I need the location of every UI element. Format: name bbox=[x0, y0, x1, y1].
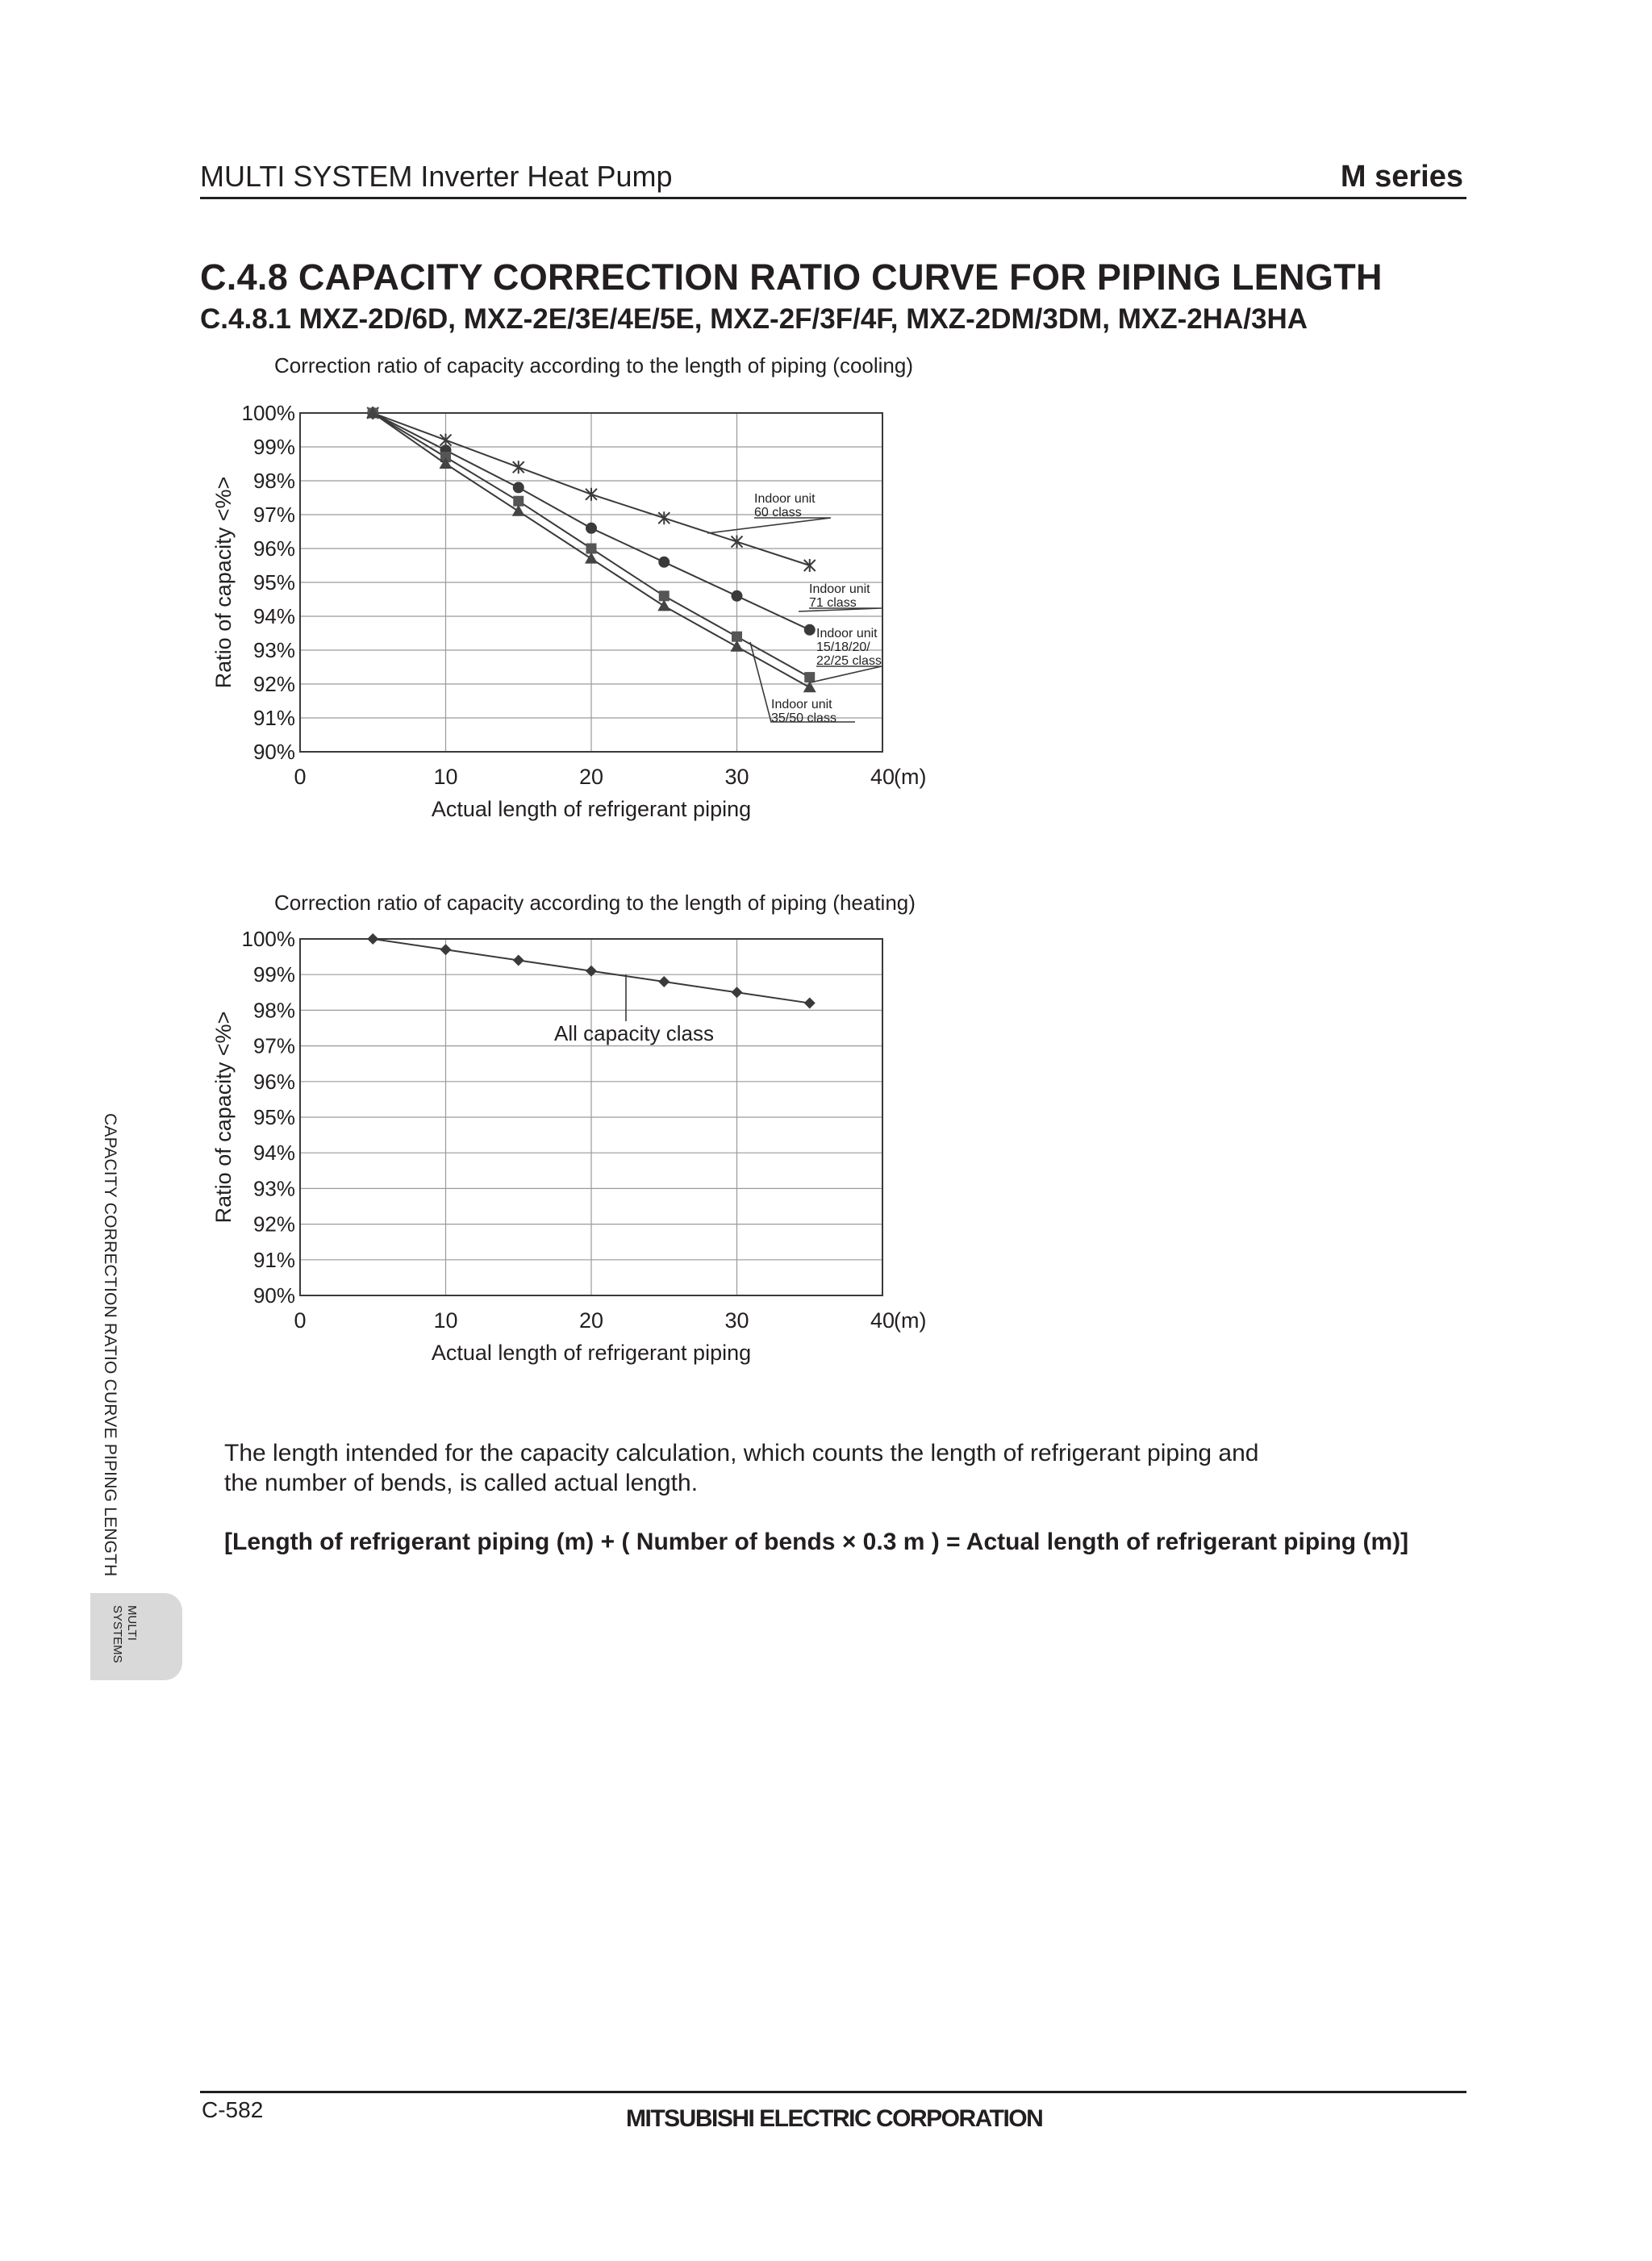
chart1-series-label-2: 71 class bbox=[809, 596, 857, 610]
sidebar-vertical-text: CAPACITY CORRECTION RATIO CURVE PIPING LENGTH bbox=[101, 1113, 119, 1577]
chart2-y-tick-label: 98% bbox=[252, 998, 295, 1023]
chart1-y-tick-label: 92% bbox=[252, 672, 295, 696]
heating-chart-title: Correction ratio of capacity according to the length of piping (heating) bbox=[274, 891, 916, 915]
chart1-series-4-point bbox=[731, 640, 744, 652]
chart1-y-tick-label: 100% bbox=[241, 401, 295, 425]
chart1-y-axis-label: Ratio of capacity <%> bbox=[211, 476, 236, 689]
chart1-y-tick-label: 91% bbox=[252, 706, 295, 730]
chart1-series-3-point bbox=[732, 632, 742, 642]
chart1-series-label-4: 35/50 class bbox=[771, 711, 836, 725]
chart1-series-label-3: 15/18/20/ bbox=[816, 640, 870, 654]
chart1-x-tick-label: 0 bbox=[294, 765, 307, 789]
chart2-x-tick-label: 30 bbox=[724, 1308, 749, 1333]
cooling-chart-title: Correction ratio of capacity according to the length of piping (cooling) bbox=[274, 353, 913, 378]
chart1-series-label-3: 22/25 class bbox=[816, 654, 882, 668]
chart2-x-tick-label: 0 bbox=[294, 1308, 307, 1333]
heating-chart bbox=[202, 928, 968, 1387]
chart1-x-unit-label: (m) bbox=[894, 765, 927, 789]
chart1-series-1-point bbox=[440, 434, 452, 447]
chart1-x-tick-label: 20 bbox=[578, 765, 604, 789]
chart1-series-3-point bbox=[513, 496, 524, 507]
chart1-y-tick-label: 95% bbox=[252, 570, 295, 594]
header-title: MULTI SYSTEM Inverter Heat Pump bbox=[200, 160, 673, 193]
chart2-y-axis-label: Ratio of capacity <%> bbox=[211, 1011, 236, 1224]
chart2-series-1-point bbox=[658, 976, 670, 987]
cooling-chart bbox=[202, 395, 968, 847]
chart1-x-tick-label: 40 bbox=[870, 765, 895, 789]
chart1-series-2-point bbox=[513, 482, 524, 493]
chart1-x-tick-label: 30 bbox=[724, 765, 749, 789]
chart2-x-tick-label: 10 bbox=[433, 1308, 458, 1333]
sidebar-tab-label bbox=[110, 1605, 139, 1663]
chart1-x-tick-label: 10 bbox=[433, 765, 458, 789]
body-paragraph-line1: The length intended for the capacity calculation, which counts the length of refrigerant piping and bbox=[224, 1440, 1259, 1466]
chart1-series-4-point bbox=[512, 505, 525, 516]
chart2-y-tick-label: 97% bbox=[252, 1033, 295, 1058]
chart2-y-tick-label: 90% bbox=[252, 1283, 295, 1308]
chart1-series-label-4: Indoor unit bbox=[771, 698, 832, 711]
chart1-series-leader-1 bbox=[707, 518, 831, 533]
chart2-series-1-point bbox=[732, 987, 743, 998]
chart1-series-label-3: Indoor unit bbox=[816, 627, 878, 640]
chart2-series-1-point bbox=[440, 944, 452, 955]
chart1-series-1-point bbox=[804, 559, 816, 572]
chart1-series-1-point bbox=[658, 511, 670, 524]
chart2-y-tick-label: 99% bbox=[252, 962, 295, 987]
footer-rule bbox=[200, 2091, 1466, 2093]
chart1-series-4-point bbox=[585, 553, 598, 564]
chart2-y-tick-label: 91% bbox=[252, 1247, 295, 1272]
chart2-series-1-point bbox=[367, 933, 378, 945]
chart1-series-1-point bbox=[586, 488, 597, 501]
chart1-series-2-point bbox=[658, 557, 670, 568]
chart1-y-tick-label: 93% bbox=[252, 638, 295, 662]
chart1-series-3-point bbox=[804, 672, 815, 682]
section-title: C.4.8 CAPACITY CORRECTION RATIO CURVE FOR PIPING LENGTH bbox=[200, 257, 1383, 298]
chart1-series-3-point bbox=[659, 590, 670, 601]
chart2-y-tick-label: 96% bbox=[252, 1069, 295, 1094]
chart2-x-tick-label: 20 bbox=[578, 1308, 604, 1333]
footer-corporation: MITSUBISHI ELECTRIC CORPORATION bbox=[626, 2105, 1043, 2132]
chart1-y-tick-label: 97% bbox=[252, 503, 295, 527]
chart1-y-tick-label: 90% bbox=[252, 740, 295, 764]
chart1-series-3-point bbox=[586, 544, 597, 554]
chart1-series-label-1: 60 class bbox=[754, 506, 802, 519]
chart1-series-leader-2 bbox=[799, 608, 882, 611]
chart2-y-tick-label: 94% bbox=[252, 1141, 295, 1166]
chart1-series-4-point bbox=[657, 599, 670, 611]
chart2-x-tick-label: 40 bbox=[870, 1308, 895, 1333]
chart2-series-1-point bbox=[804, 998, 816, 1009]
chart1-series-4-point bbox=[803, 681, 816, 692]
sidebar-tab-line2: SYSTEMS bbox=[111, 1605, 124, 1663]
chart1-y-tick-label: 96% bbox=[252, 536, 295, 561]
chart1-series-label-2: Indoor unit bbox=[809, 582, 870, 596]
chart1-series-2-point bbox=[586, 523, 597, 534]
body-paragraph-line2: the number of bends, is called actual length. bbox=[224, 1470, 699, 1496]
chart2-x-axis-label: Actual length of refrigerant piping bbox=[431, 1341, 752, 1365]
chart1-series-2-point bbox=[804, 624, 816, 636]
chart2-series-label-1: All capacity class bbox=[554, 1021, 714, 1045]
chart1-series-1-point bbox=[732, 536, 743, 549]
chart1-series-leader-3 bbox=[811, 666, 882, 682]
header-series: M series bbox=[1340, 160, 1463, 194]
chart1-y-tick-label: 94% bbox=[252, 604, 295, 628]
chart1-series-1-point bbox=[513, 461, 524, 473]
chart2-y-tick-label: 100% bbox=[241, 928, 295, 951]
chart2-series-1-point bbox=[513, 955, 524, 966]
chart2-y-tick-label: 92% bbox=[252, 1212, 295, 1237]
header-rule bbox=[200, 197, 1466, 199]
chart2-y-tick-label: 95% bbox=[252, 1105, 295, 1129]
chart2-x-unit-label: (m) bbox=[894, 1308, 927, 1333]
section-subtitle: C.4.8.1 MXZ-2D/6D, MXZ-2E/3E/4E/5E, MXZ-2F/3F/4F, MXZ-2DM/3DM, MXZ-2HA/3HA bbox=[200, 303, 1308, 335]
formula-text: [Length of refrigerant piping (m) + ( Number of bends × 0.3 m ) = Actual length of refrigerant piping (m)] bbox=[224, 1529, 1409, 1555]
chart1-x-axis-label: Actual length of refrigerant piping bbox=[431, 797, 752, 821]
footer-page-number: C-582 bbox=[202, 2097, 264, 2122]
chart1-y-tick-label: 98% bbox=[252, 469, 295, 493]
chart1-y-tick-label: 99% bbox=[252, 435, 295, 459]
chart2-y-tick-label: 93% bbox=[252, 1176, 295, 1201]
chart1-series-2-point bbox=[732, 590, 743, 602]
chart1-series-label-1: Indoor unit bbox=[754, 492, 816, 506]
sidebar-tab-line1: MULTI bbox=[125, 1605, 139, 1641]
